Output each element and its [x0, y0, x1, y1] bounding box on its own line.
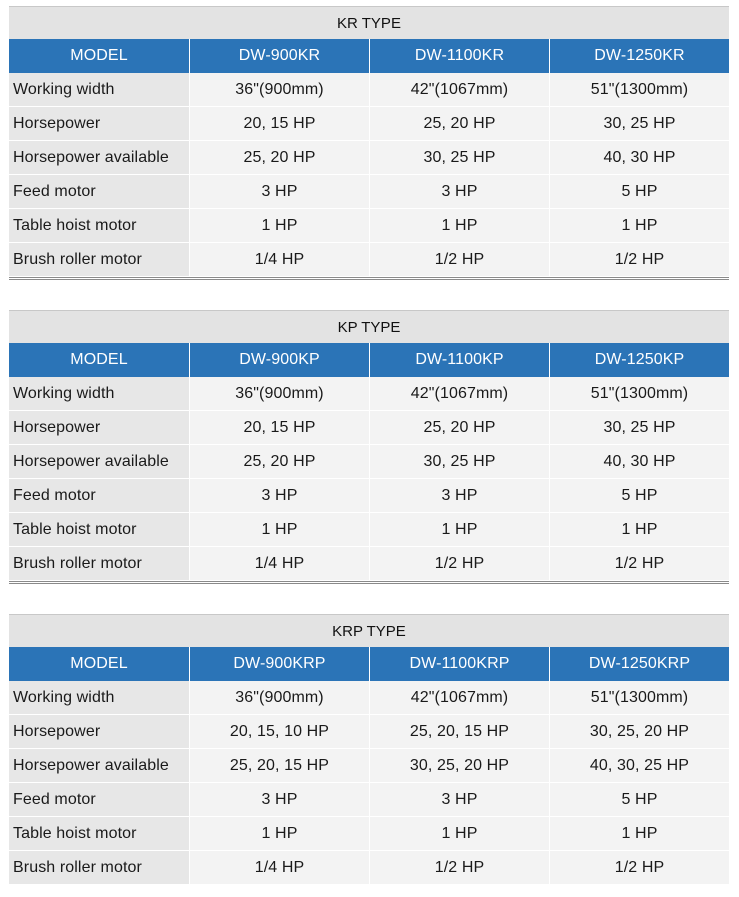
table-cell: 25, 20 HP: [369, 411, 549, 444]
model-name: DW-1250KRP: [549, 647, 729, 681]
table-row: [9, 175, 729, 209]
table-row: [9, 851, 729, 885]
row-label: Horsepower: [9, 107, 189, 140]
table-row: [9, 209, 729, 243]
row-label: Feed motor: [9, 175, 189, 208]
table-row: [9, 817, 729, 851]
header-row: [9, 647, 729, 681]
row-label: Horsepower available: [9, 749, 189, 782]
table-row: [9, 107, 729, 141]
table-cell: 25, 20, 15 HP: [189, 749, 369, 782]
table-cell: 30, 25, 20 HP: [549, 715, 729, 748]
table-cell: 3 HP: [369, 479, 549, 512]
row-label: Feed motor: [9, 479, 189, 512]
row-label: Table hoist motor: [9, 817, 189, 850]
row-label: Horsepower: [9, 715, 189, 748]
table-row: [9, 547, 729, 581]
row-label: Brush roller motor: [9, 547, 189, 580]
spec-table-krp: [9, 614, 729, 885]
table-bottom-rule: [9, 581, 729, 584]
table-cell: 42"(1067mm): [369, 73, 549, 106]
table-cell: 20, 15, 10 HP: [189, 715, 369, 748]
table-cell: 1 HP: [189, 817, 369, 850]
table-cell: 1/4 HP: [189, 243, 369, 276]
table-cell: 1/2 HP: [549, 547, 729, 580]
table-cell: 25, 20 HP: [189, 141, 369, 174]
model-name: DW-900KR: [189, 39, 369, 73]
row-label: Table hoist motor: [9, 513, 189, 546]
table-cell: 1 HP: [369, 513, 549, 546]
table-cell: 1/2 HP: [549, 243, 729, 276]
table-cell: 20, 15 HP: [189, 107, 369, 140]
table-row: [9, 479, 729, 513]
table-row: [9, 681, 729, 715]
table-cell: 25, 20, 15 HP: [369, 715, 549, 748]
table-cell: 3 HP: [369, 175, 549, 208]
table-cell: 3 HP: [189, 783, 369, 816]
row-label: Table hoist motor: [9, 209, 189, 242]
table-cell: 1 HP: [369, 817, 549, 850]
table-row: [9, 377, 729, 411]
model-name: DW-1100KP: [369, 343, 549, 377]
table-cell: 36"(900mm): [189, 377, 369, 410]
table-cell: 30, 25 HP: [549, 107, 729, 140]
table-cell: 51"(1300mm): [549, 377, 729, 410]
table-cell: 1 HP: [549, 513, 729, 546]
table-cell: 40, 30, 25 HP: [549, 749, 729, 782]
table-cell: 1/2 HP: [369, 547, 549, 580]
table-row: [9, 749, 729, 783]
table-cell: 1 HP: [369, 209, 549, 242]
row-label: Working width: [9, 681, 189, 714]
table-row: [9, 445, 729, 479]
table-cell: 5 HP: [549, 479, 729, 512]
table-cell: 30, 25 HP: [369, 141, 549, 174]
table-cell: 42"(1067mm): [369, 681, 549, 714]
table-cell: 30, 25 HP: [369, 445, 549, 478]
table-cell: 30, 25, 20 HP: [369, 749, 549, 782]
model-header: MODEL: [9, 39, 189, 73]
table-bottom-rule: [9, 277, 729, 280]
table-cell: 3 HP: [189, 175, 369, 208]
table-cell: 1/4 HP: [189, 547, 369, 580]
table-row: [9, 715, 729, 749]
table-cell: 1 HP: [549, 209, 729, 242]
model-name: DW-1250KR: [549, 39, 729, 73]
spec-table-kp: [9, 310, 729, 584]
row-label: Feed motor: [9, 783, 189, 816]
table-cell: 30, 25 HP: [549, 411, 729, 444]
row-label: Horsepower available: [9, 141, 189, 174]
row-label: Working width: [9, 377, 189, 410]
table-cell: 1/2 HP: [549, 851, 729, 884]
table-cell: 1 HP: [189, 513, 369, 546]
model-name: DW-900KRP: [189, 647, 369, 681]
table-title: KP TYPE: [9, 310, 729, 343]
table-title: KR TYPE: [9, 6, 729, 39]
table-row: [9, 141, 729, 175]
header-row: [9, 343, 729, 377]
table-cell: 36"(900mm): [189, 73, 369, 106]
table-row: [9, 411, 729, 445]
table-cell: 1/4 HP: [189, 851, 369, 884]
header-row: [9, 39, 729, 73]
table-cell: 3 HP: [369, 783, 549, 816]
table-cell: 51"(1300mm): [549, 681, 729, 714]
row-label: Horsepower: [9, 411, 189, 444]
table-cell: 36"(900mm): [189, 681, 369, 714]
table-cell: 40, 30 HP: [549, 141, 729, 174]
table-cell: 5 HP: [549, 175, 729, 208]
row-label: Brush roller motor: [9, 243, 189, 276]
table-cell: 1 HP: [549, 817, 729, 850]
spec-table-kr: [9, 6, 729, 280]
table-cell: 1/2 HP: [369, 243, 549, 276]
model-name: DW-1100KR: [369, 39, 549, 73]
table-row: [9, 513, 729, 547]
table-cell: 25, 20 HP: [189, 445, 369, 478]
table-cell: 1 HP: [189, 209, 369, 242]
model-name: DW-900KP: [189, 343, 369, 377]
table-cell: 1/2 HP: [369, 851, 549, 884]
table-row: [9, 243, 729, 277]
model-header: MODEL: [9, 343, 189, 377]
table-cell: 25, 20 HP: [369, 107, 549, 140]
table-cell: 42"(1067mm): [369, 377, 549, 410]
model-name: DW-1250KP: [549, 343, 729, 377]
table-cell: 40, 30 HP: [549, 445, 729, 478]
table-title: KRP TYPE: [9, 614, 729, 647]
model-name: DW-1100KRP: [369, 647, 549, 681]
table-cell: 20, 15 HP: [189, 411, 369, 444]
table-row: [9, 783, 729, 817]
table-cell: 5 HP: [549, 783, 729, 816]
table-cell: 51"(1300mm): [549, 73, 729, 106]
table-cell: 3 HP: [189, 479, 369, 512]
table-row: [9, 73, 729, 107]
model-header: MODEL: [9, 647, 189, 681]
row-label: Horsepower available: [9, 445, 189, 478]
row-label: Brush roller motor: [9, 851, 189, 884]
row-label: Working width: [9, 73, 189, 106]
